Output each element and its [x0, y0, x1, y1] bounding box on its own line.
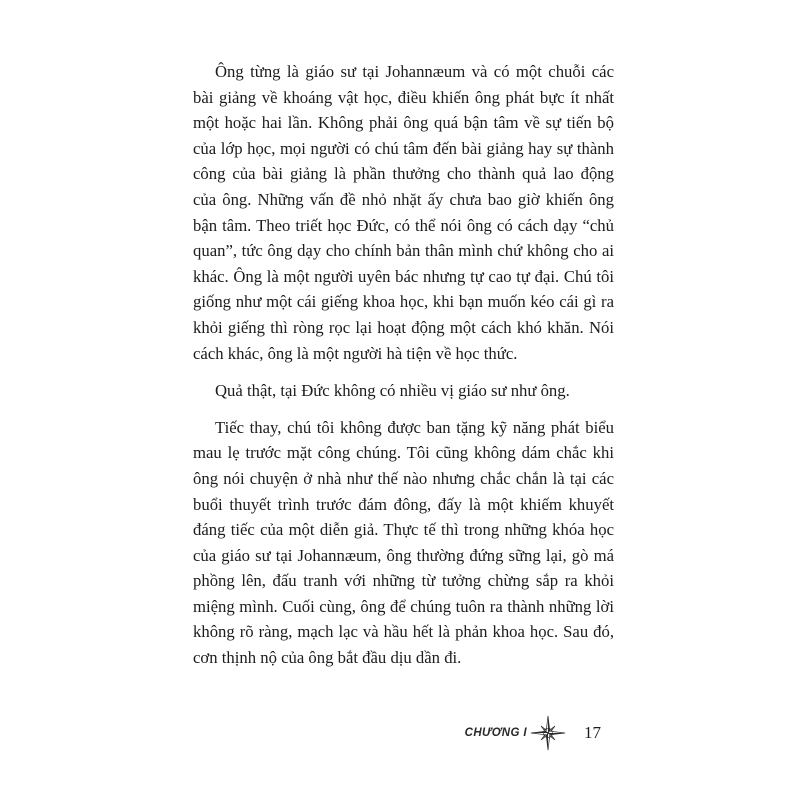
page-number: 17 [584, 723, 601, 742]
text-line: một hoặc hai lần. Không phải ông quá bận tâm về sự tiến bộ [193, 113, 614, 133]
text-line: của lớp học, mọi người có chú tâm đến bài giảng hay sự thành [193, 138, 614, 158]
text-line: Ông từng là giáo sư tại Johannæum và có một chuỗi các [215, 62, 614, 81]
text-line: bài giảng về khoáng vật học, điều khiến ông phát bực ít nhất [193, 87, 614, 107]
text-line: của giáo sư tại Johannæum, ông thường đứng sững lại, gò má [193, 545, 614, 565]
text-line: mau lẹ trước mặt công chúng. Tôi cũng không dám chắc khi [193, 443, 614, 463]
text-line: công của bài giảng là phần thưởng cho thành quả lao động [193, 164, 614, 184]
text-line: quan”, tức ông dạy cho chính bản thân mình chứ không cho ai [193, 241, 614, 261]
paragraph-3 [193, 415, 614, 671]
paragraph-2 [193, 378, 614, 404]
text-line: cách khác, ông là một người hà tiện về học thức. [193, 343, 518, 363]
text-line: đáng tiếc của một diễn giả. Thực tế thì trong những khóa học [193, 520, 614, 540]
paragraph-1 [193, 59, 614, 366]
text-line: của ông. Những vấn đề nhỏ nhặt ấy chưa bao giờ khiến ông [193, 189, 614, 209]
chapter-label: CHƯƠNG I [464, 727, 527, 739]
text-line: buổi thuyết trình trước đám đông, đấy là một khiếm khuyết [193, 494, 614, 514]
text-line: ông nói chuyện ở nhà như thế nào nhưng chắc chắn là tại các [193, 468, 614, 488]
compass-rose-icon [530, 715, 566, 751]
text-line: bận tâm. Theo triết học Đức, có thể nói ông có cách dạy “chủ [193, 215, 614, 235]
text-line: Tiếc thay, chú tôi không được ban tặng kỹ năng phát biểu [215, 417, 614, 437]
text-line: miệng mình. Cuối cùng, ông để chúng tuôn ra thành những lời [193, 596, 614, 616]
text-line: không rõ ràng, mạch lạc và hầu hết là phản khoa học. Sau đó, [193, 622, 614, 642]
text-line: khỏi giếng thì ròng rọc lại hoạt động một cách khó khăn. Nói [193, 317, 614, 337]
text-line: Quả thật, tại Đức không có nhiều vị giáo sư như ông. [215, 380, 570, 400]
text-line: khác. Ông là một người uyên bác nhưng tự cao tự đại. Chú tôi [193, 266, 614, 286]
text-line: cơn thịnh nộ của ông bắt đầu dịu dần đi. [193, 648, 462, 668]
body-text [193, 59, 614, 671]
text-line: phồng lên, đấu tranh với những từ tưởng chừng sắp ra khỏi [193, 571, 614, 591]
text-line: giống như một cái giếng khoa học, khi bạn muốn kéo cái gì ra [193, 292, 614, 312]
